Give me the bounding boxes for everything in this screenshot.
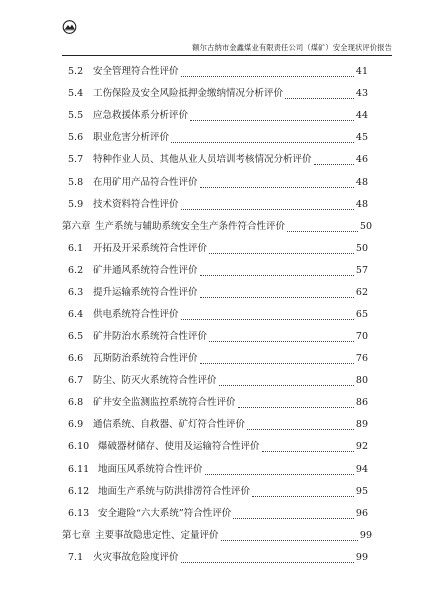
toc-section-entry[interactable] — [0, 286, 424, 300]
toc-entry-title: 瓦斯防治系统符合性评价 — [93, 353, 198, 364]
toc-section-entry[interactable] — [0, 87, 424, 101]
toc-entry-title: 职业危害分析评价 — [93, 132, 170, 143]
toc-entry-title: 工伤保险及安全风险抵押金缴纳情况分析评价 — [93, 88, 284, 99]
toc-section-entry[interactable] — [0, 131, 424, 145]
toc-dot-leader — [287, 217, 358, 232]
toc-entry-page-number: 57 — [355, 265, 368, 276]
toc-dot-leader — [181, 548, 354, 563]
toc-entry-page-number: 48 — [355, 199, 368, 210]
toc-entry-page-number: 99 — [355, 552, 368, 563]
toc-entry-page-number: 50 — [359, 221, 372, 232]
toc-entry-title: 主要事故隐患定性、定量评价 — [95, 530, 219, 541]
toc-entry-page-number: 89 — [355, 419, 368, 430]
toc-chapter-entry[interactable] — [0, 529, 424, 543]
toc-dot-leader — [314, 150, 354, 165]
toc-section-entry[interactable] — [0, 65, 424, 79]
toc-dot-leader — [200, 173, 354, 188]
toc-entry-title: 通信系统、自救器、矿灯符合性评价 — [93, 419, 246, 430]
toc-dot-leader — [262, 437, 354, 452]
toc-entry-number: 5.4 — [68, 88, 84, 99]
toc-entry-title: 矿井通风系统符合性评价 — [93, 265, 198, 276]
toc-entry-title: 在用矿用产品符合性评价 — [93, 177, 198, 188]
toc-entry-number: 6.9 — [68, 419, 84, 430]
toc-entry-page-number: 92 — [355, 441, 368, 452]
toc-entry-page-number: 86 — [355, 397, 368, 408]
toc-entry-title: 矿井安全监测监控系统符合性评价 — [93, 397, 236, 408]
toc-entry-number: 6.13 — [68, 508, 90, 519]
toc-chapter-entry[interactable] — [0, 220, 424, 234]
toc-dot-leader — [171, 128, 354, 143]
toc-entry-page-number: 48 — [355, 177, 368, 188]
toc-entry-number: 6.8 — [68, 397, 84, 408]
toc-entry-title: 矿井防治水系统符合性评价 — [93, 331, 208, 342]
toc-entry-number: 5.8 — [68, 177, 84, 188]
toc-entry-page-number: 99 — [359, 530, 372, 541]
toc-entry-title: 安全管理符合性评价 — [93, 66, 179, 77]
toc-dot-leader — [233, 504, 354, 519]
toc-entry-number: 5.5 — [68, 110, 84, 121]
toc-section-entry[interactable] — [0, 440, 424, 454]
toc-dot-leader — [252, 482, 354, 497]
toc-entry-number: 7.1 — [68, 552, 84, 563]
toc-entry-number: 6.6 — [68, 353, 84, 364]
toc-dot-leader — [190, 106, 354, 121]
toc-section-entry[interactable] — [0, 176, 424, 190]
toc-entry-page-number: 50 — [355, 243, 368, 254]
toc-entry-title: 特种作业人员、其他从业人员培训考核情况分析评价 — [93, 154, 312, 165]
toc-entry-title: 爆破器材储存、使用及运输符合性评价 — [98, 441, 260, 452]
toc-dot-leader — [181, 62, 354, 77]
toc-entry-title: 地面压风系统符合性评价 — [98, 464, 203, 475]
toc-entry-title: 地面生产系统与防洪排涝符合性评价 — [98, 486, 251, 497]
toc-section-entry[interactable] — [0, 485, 424, 499]
toc-entry-title: 生产系统与辅助系统安全生产条件符合性评价 — [95, 221, 286, 232]
toc-dot-leader — [221, 526, 358, 541]
toc-entry-number: 5.7 — [68, 154, 84, 165]
toc-section-entry[interactable] — [0, 396, 424, 410]
toc-section-entry[interactable] — [0, 507, 424, 521]
toc-section-entry[interactable] — [0, 308, 424, 322]
toc-dot-leader — [205, 460, 354, 475]
toc-entry-page-number: 94 — [355, 464, 368, 475]
toc-entry-number: 6.2 — [68, 265, 84, 276]
toc-dot-leader — [285, 84, 354, 99]
toc-entry-page-number: 41 — [355, 66, 368, 77]
toc-entry-number: 6.4 — [68, 309, 84, 320]
toc-entry-title: 技术资料符合性评价 — [93, 199, 179, 210]
toc-section-entry[interactable] — [0, 418, 424, 432]
toc-entry-title: 开拓及开采系统符合性评价 — [93, 243, 208, 254]
toc-section-entry[interactable] — [0, 463, 424, 477]
toc-dot-leader — [247, 415, 354, 430]
toc-entry-number: 5.6 — [68, 132, 84, 143]
toc-dot-leader — [209, 239, 354, 254]
toc-section-entry[interactable] — [0, 109, 424, 123]
toc-dot-leader — [200, 283, 354, 298]
toc-entry-page-number: 62 — [355, 287, 368, 298]
toc-dot-leader — [219, 371, 354, 386]
toc-section-entry[interactable] — [0, 198, 424, 212]
toc-entry-page-number: 76 — [355, 353, 368, 364]
toc-entry-number: 6.5 — [68, 331, 84, 342]
toc-section-entry[interactable] — [0, 330, 424, 344]
toc-entry-number: 6.3 — [68, 287, 84, 298]
toc-dot-leader — [209, 327, 354, 342]
toc-entry-page-number: 95 — [355, 486, 368, 497]
toc-entry-page-number: 80 — [355, 375, 368, 386]
toc-section-entry[interactable] — [0, 264, 424, 278]
toc-section-entry[interactable] — [0, 352, 424, 366]
toc-dot-leader — [238, 393, 354, 408]
toc-entry-page-number: 65 — [355, 309, 368, 320]
toc-entry-number: 6.11 — [68, 464, 90, 475]
toc-entry-title: 火灾事故危险度评价 — [93, 552, 179, 563]
toc-entry-number: 6.1 — [68, 243, 84, 254]
toc-entry-number: 5.9 — [68, 199, 84, 210]
toc-entry-title: 供电系统符合性评价 — [93, 309, 179, 320]
toc-entry-page-number: 44 — [355, 110, 368, 121]
toc-section-entry[interactable] — [0, 374, 424, 388]
toc-entry-title: 防尘、防灭火系统符合性评价 — [93, 375, 217, 386]
toc-entry-title: 提升运输系统符合性评价 — [93, 287, 198, 298]
report-header-title: 额尔古纳市金鑫煤业有限责任公司（煤矿）安全现状评价报告 — [192, 43, 392, 52]
toc-entry-title: 应急救援体系分析评价 — [93, 110, 189, 121]
toc-entry-number: 6.7 — [68, 375, 84, 386]
toc-entry-title: 安全避险“六大系统”符合性评价 — [98, 508, 232, 519]
toc-entry-number: 6.10 — [68, 441, 90, 452]
toc-dot-leader — [200, 261, 354, 276]
toc-section-entry[interactable] — [0, 153, 424, 167]
toc-entry-number: 第七章 — [62, 530, 91, 541]
toc-entry-page-number: 46 — [355, 154, 368, 165]
toc-entry-page-number: 96 — [355, 508, 368, 519]
toc-dot-leader — [181, 305, 354, 320]
toc-entry-number: 第六章 — [62, 221, 91, 232]
toc-entry-page-number: 70 — [355, 331, 368, 342]
toc-entry-page-number: 45 — [355, 132, 368, 143]
toc-entry-number: 6.12 — [68, 486, 90, 497]
toc-section-entry[interactable] — [0, 551, 424, 565]
toc-section-entry[interactable] — [0, 242, 424, 256]
toc-dot-leader — [200, 349, 354, 364]
toc-entry-number: 5.2 — [68, 66, 84, 77]
toc-entry-page-number: 43 — [355, 88, 368, 99]
toc-dot-leader — [181, 195, 354, 210]
